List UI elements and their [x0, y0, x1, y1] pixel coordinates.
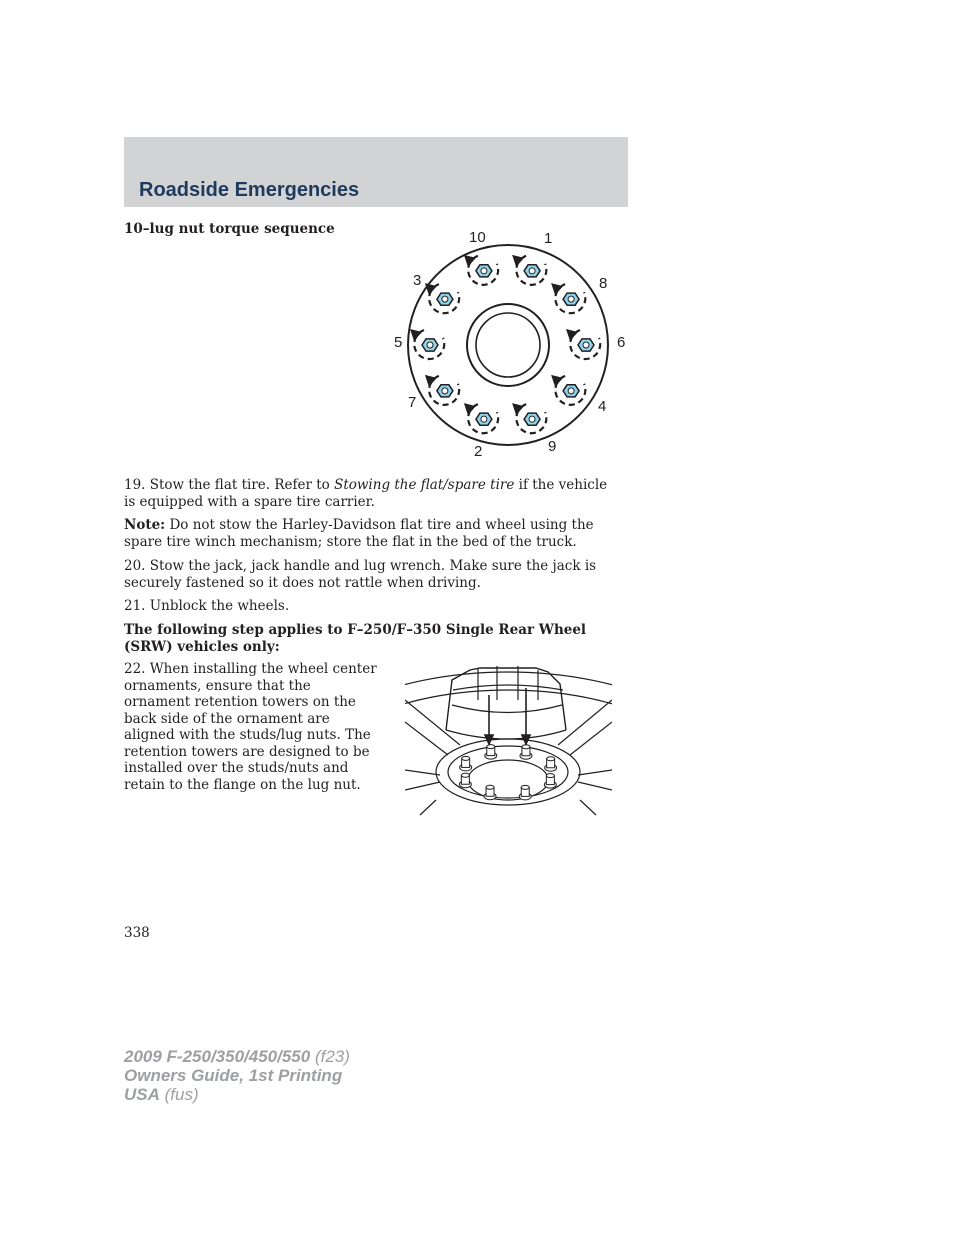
- lug-nut-icon: [551, 283, 585, 313]
- step-19: 19. Stow the flat tire. Refer to Stowing the flat/spare tire if the vehicle is equipped with a spare tire carrier.: [124, 477, 608, 510]
- lug-nut-icon: [512, 255, 546, 285]
- lug-nut-icon: [551, 375, 585, 405]
- note-paragraph: Note: Do not stow the Harley-Davidson flat tire and wheel using the spare tire winch mechanism; store the flat in the bed of the truck.: [124, 517, 594, 550]
- page-number: 338: [124, 925, 150, 941]
- section-header-band: [124, 137, 628, 207]
- torque-sequence-diagram: [388, 222, 628, 462]
- sequence-label-10: 10: [469, 229, 486, 246]
- sequence-label-1: 1: [544, 230, 553, 247]
- lug-nut-icon: [410, 329, 444, 359]
- stud-nut-icon: [460, 756, 472, 771]
- sequence-label-3: 3: [413, 272, 422, 289]
- step-22: 22. When installing the wheel center ornaments, ensure that the ornament retention towers on the back side of the ornament are aligned with the studs/lug nuts. The retention towers are designed to be installed over the studs/nuts and retain to the flange on the lug nut.: [124, 661, 377, 793]
- lug-nut-icon: [425, 375, 459, 405]
- sequence-label-6: 6: [617, 334, 626, 351]
- stud-nut-icon: [519, 785, 531, 800]
- lug-nut-icon: [512, 403, 546, 433]
- stud-nut-icon: [545, 757, 557, 772]
- step-20: 20. Stow the jack, jack handle and lug wrench. Make sure the jack is securely fastened so it does not rattle when driving.: [124, 558, 597, 591]
- sequence-label-2: 2: [474, 443, 483, 460]
- stud-nut-icon: [485, 745, 497, 760]
- sequence-label-8: 8: [599, 275, 608, 292]
- sequence-label-9: 9: [548, 438, 557, 455]
- stud-nut-icon: [520, 745, 532, 760]
- sequence-label-4: 4: [598, 398, 607, 415]
- stud-nut-icon: [544, 774, 556, 789]
- document-footer: 2009 F-250/350/450/550 (f23) Owners Guide, 1st Printing USA (fus): [124, 1047, 350, 1104]
- lug-nut-icon: [464, 255, 498, 285]
- note-label: Note:: [124, 517, 166, 533]
- stud-nut-icon: [459, 773, 471, 788]
- sequence-label-7: 7: [408, 394, 417, 411]
- wheel-center-ornament-illustration: [404, 663, 614, 818]
- sequence-label-5: 5: [394, 334, 403, 351]
- lug-nut-icon: [425, 283, 459, 313]
- step-21: 21. Unblock the wheels.: [124, 598, 290, 614]
- srw-heading: The following step applies to F–250/F–350 Single Rear Wheel (SRW) vehicles only:: [124, 622, 587, 655]
- cross-reference-link: Stowing the flat/spare tire: [334, 477, 515, 493]
- lug-nut-icon: [464, 403, 498, 433]
- lug-nut-icon: [566, 329, 600, 359]
- stud-nut-icon: [484, 785, 496, 800]
- figure-caption: 10–lug nut torque sequence: [124, 221, 335, 237]
- section-title: Roadside Emergencies: [139, 179, 360, 201]
